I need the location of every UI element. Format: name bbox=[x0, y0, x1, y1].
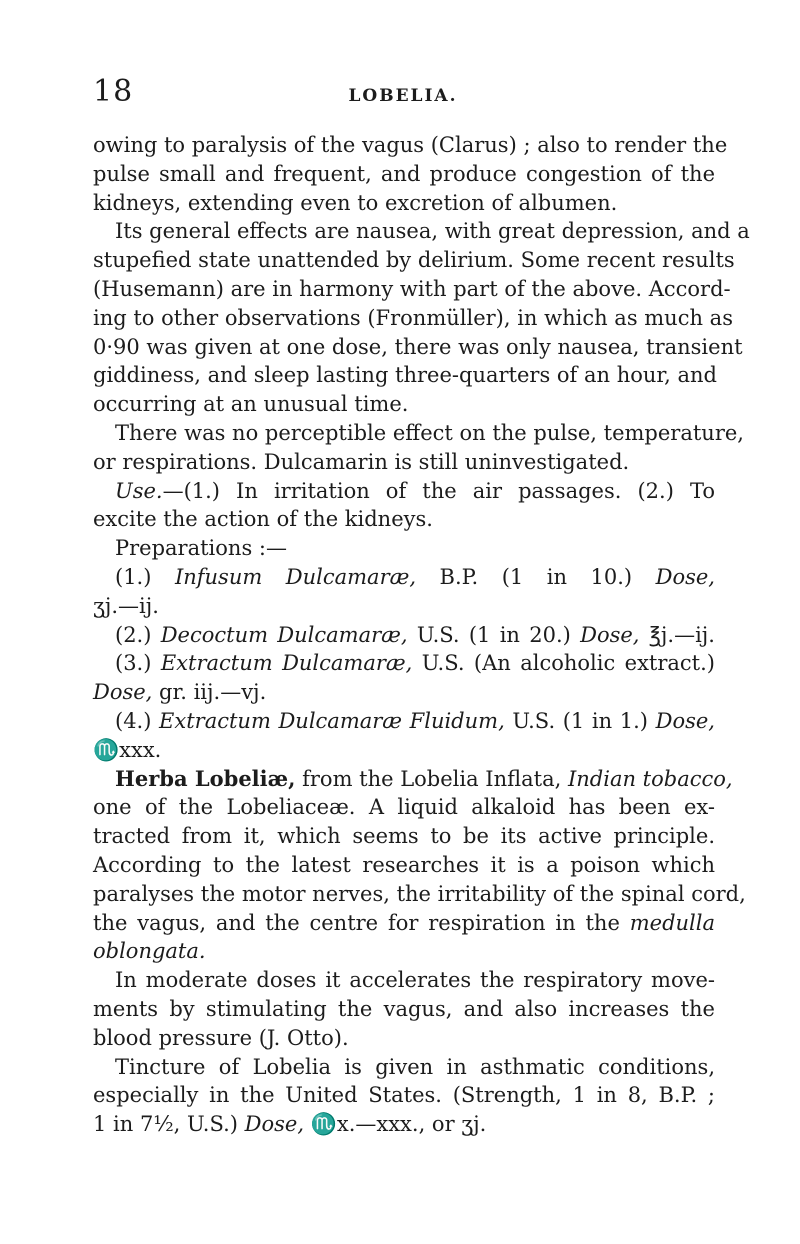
text-line: or respirations. Dulcamarin is still uninvestigated. bbox=[93, 449, 630, 474]
text-line: pulse small and frequent, and produce congestion of the bbox=[93, 161, 715, 186]
text-line: blood pressure (J. Otto). bbox=[93, 1025, 349, 1050]
text-line: According to the latest researches it is a poison which bbox=[93, 852, 715, 877]
text-line: ments by stimulating the vagus, and also increases the bbox=[93, 996, 715, 1021]
text-line: Herba Lobeliæ, from the Lobelia Inflata, Indian tobacco, bbox=[115, 765, 733, 791]
text-line: owing to paralysis of the vagus (Clarus) ; also to render the bbox=[93, 133, 728, 157]
text-line: one of the Lobeliaceæ. A liquid alkaloid has been ex- bbox=[93, 795, 715, 820]
text-line: ʒj.—ij. bbox=[93, 593, 159, 618]
text-line: paralyses the motor nerves, the irritability of the spinal cord, bbox=[93, 881, 746, 906]
text-line: ♏xxx. bbox=[93, 737, 162, 762]
text-line: (3.) Extractum Dulcamaræ, U.S. (An alcoholic extract.) bbox=[115, 651, 715, 676]
text-line: Its general effects are nausea, with great depression, and a bbox=[115, 219, 750, 244]
text-line: Tincture of Lobelia is given in asthmatic conditions, bbox=[115, 1054, 715, 1079]
text-line: 0·90 was given at one dose, there was only nausea, transient bbox=[93, 334, 743, 359]
text-line: (Husemann) are in harmony with part of the above. Accord- bbox=[93, 276, 731, 301]
text-line: tracted from it, which seems to be its active principle. bbox=[93, 824, 715, 849]
body-text bbox=[93, 131, 750, 1139]
text-line: In moderate doses it accelerates the respiratory move- bbox=[115, 968, 715, 993]
page-number: 18 bbox=[93, 74, 134, 109]
text-line: Preparations :— bbox=[115, 536, 287, 561]
text-line: Dose, gr. iij.—vj. bbox=[93, 680, 267, 705]
text-line: There was no perceptible effect on the pulse, temperature, bbox=[115, 420, 744, 445]
text-line: ing to other observations (Fronmüller), in which as much as bbox=[93, 305, 733, 330]
running-head: LOBELIA. bbox=[348, 86, 458, 106]
text-line: excite the action of the kidneys. bbox=[93, 507, 433, 532]
text-line: (1.) Infusum Dulcamaræ, B.P. (1 in 10.) Dose, bbox=[115, 564, 715, 589]
text-line: occurring at an unusual time. bbox=[93, 392, 409, 417]
text-line: stupefied state unattended by delirium. Some recent results bbox=[93, 248, 735, 273]
page-header bbox=[93, 76, 713, 116]
text-line: especially in the United States. (Strength, 1 in 8, B.P. ; bbox=[93, 1083, 715, 1108]
text-line: the vagus, and the centre for respiration in the medulla bbox=[93, 910, 715, 935]
text-line: (2.) Decoctum Dulcamaræ, U.S. (1 in 20.) Dose, ℥j.—ij. bbox=[115, 622, 715, 647]
text-line: Use.—(1.) In irritation of the air passages. (2.) To bbox=[115, 478, 715, 503]
text-line: (4.) Extractum Dulcamaræ Fluidum, U.S. (1 in 1.) Dose, bbox=[115, 708, 715, 733]
text-line: 1 in 7½, U.S.) Dose, ♏x.—xxx., or ʒj. bbox=[93, 1112, 487, 1137]
text-line: oblongata. bbox=[93, 939, 206, 964]
text-line: giddiness, and sleep lasting three-quarters of an hour, and bbox=[93, 363, 717, 388]
text-line: kidneys, extending even to excretion of albumen. bbox=[93, 190, 618, 215]
